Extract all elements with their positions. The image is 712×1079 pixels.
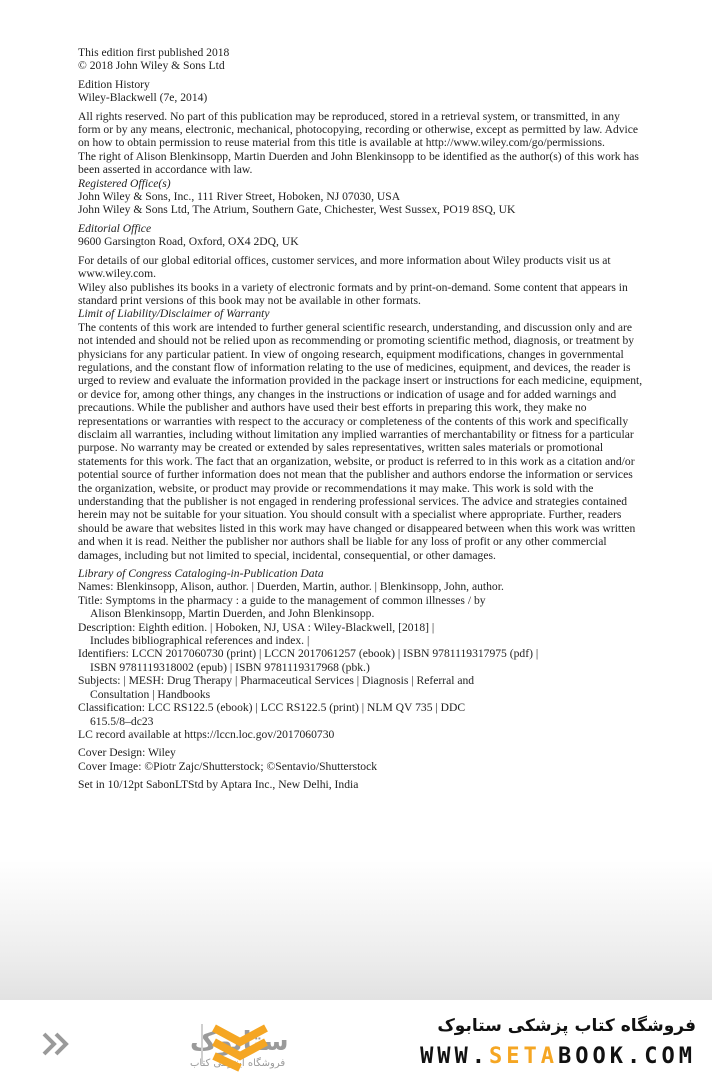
cip-classification-cont: 615.5/8–dc23 bbox=[90, 714, 154, 728]
chevron-icon bbox=[44, 1034, 66, 1054]
setabook-brand-mark-icon bbox=[200, 1020, 272, 1068]
edition-history bbox=[78, 78, 644, 105]
shop-name: فروشگاه کتاب پزشکی ستابوک bbox=[437, 1016, 696, 1036]
liability-heading: Limit of Liability/Disclaimer of Warranty bbox=[78, 307, 270, 321]
editorial-office bbox=[78, 222, 644, 249]
editorial-office-heading: Editorial Office bbox=[78, 221, 152, 235]
cip-classification: Classification: LCC RS122.5 (ebook) | LCC RS122.5 (print) | NLM QV 735 | DDC bbox=[78, 701, 466, 715]
setabook-logo-icon bbox=[40, 1020, 289, 1070]
shop-url bbox=[420, 1044, 696, 1069]
cip-names: Names: Blenkinsopp, Alison, author. | Duerden, Martin, author. | Blenkinsopp, John, author. bbox=[78, 580, 504, 594]
registered-offices-heading: Registered Office(s) bbox=[78, 176, 171, 190]
global-offices-paragraph: For details of our global editorial offices, customer services, and more information about Wiley products visit us at www.wiley.com. bbox=[78, 253, 611, 281]
cip-description-cont: Includes bibliographical references and index. | bbox=[90, 634, 310, 648]
brand-stripe-top bbox=[214, 1028, 266, 1042]
cip-description: Description: Eighth edition. | Hoboken, NJ, USA : Wiley-Blackwell, [2018] | bbox=[78, 620, 435, 634]
cip-title-cont: Alison Blenkinsopp, Martin Duerden, and John Blenkinsopp. bbox=[90, 607, 375, 621]
liability-section bbox=[78, 307, 644, 562]
electronic-formats-paragraph: Wiley also publishes its books in a variety of electronic formats and by print-on-demand. Some content that appears in standard print versions of this book may not be available in other formats. bbox=[78, 280, 628, 307]
publication-info bbox=[78, 46, 644, 73]
logo-text: ستابوک bbox=[190, 1027, 289, 1057]
first-published: This edition first published 2018 bbox=[78, 46, 230, 59]
authors-right-paragraph: The right of Alison Blenkinsopp, Martin Duerden and John Blenkinsopp to be identified as the author(s) of this work has been asserted in accordance with law. bbox=[78, 149, 639, 177]
cover-image: Cover Image: ©Piotr Zajc/Shutterstock; ©Sentavio/Shutterstock bbox=[78, 759, 378, 773]
url-suffix: BOOK.COM bbox=[558, 1044, 696, 1069]
cip-subjects-cont: Consultation | Handbooks bbox=[90, 687, 211, 701]
registered-office-uk: John Wiley & Sons Ltd, The Atrium, Southern Gate, Chichester, West Sussex, PO19 8SQ, UK bbox=[78, 203, 516, 217]
url-accent: SETA bbox=[489, 1044, 559, 1069]
copyright-page-text bbox=[78, 46, 644, 792]
edition-history-heading: Edition History bbox=[78, 77, 150, 91]
cover-credits bbox=[78, 746, 644, 773]
registered-office-us: John Wiley & Sons, Inc., 111 River Street, Hoboken, NJ 07030, USA bbox=[78, 190, 401, 204]
liability-body: The contents of this work are intended to further general scientific research, understanding, and discussion only and are not intended and should not be relied upon as recommending or promoting scientific method, diagnosis, or treatment by physicians for any particular patient. In view of ongoing research, equipment modifications, changes in governmental regulations, and the constant flow of information relating to the use of medicines, equipment, and devices, the reader is urged to review and evaluate the information provided in the package insert or instructions for each medicine, equipment, or device for, among other things, any changes in the instructions or indication of usage and for added warnings and precautions. While the publisher and authors have used their best efforts in preparing this work, they make no representations or warranties with respect to the accuracy or completeness of the contents of this work and specifically disclaim all warranties, including without limitation any implied warranties of merchantability or fitness for a particular purpose. No warranty may be created or extended by sales representatives, written sales materials or promotional statements for this work. The fact that an organization, website, or product is referred to in this work as a citation and/or potential source of further information does not mean that the publisher and authors endorse the information or services the organization, website, or product may provide or recommendations it may make. This work is sold with the understanding that the publisher is not engaged in rendering professional services. The advice and strategies contained herein may not be suitable for your situation. You should consult with a specialist where appropriate. Further, readers should be aware that websites listed in this work may have changed or disappeared between when this work was written and when it is read. Neither the publisher nor authors shall be liable for any loss of profit or any other commercial damages, including but not limited to special, incidental, consequential, or other damages. bbox=[78, 320, 643, 562]
watermark-footer bbox=[0, 1000, 712, 1079]
copyright-line: © 2018 John Wiley & Sons Ltd bbox=[78, 59, 225, 73]
rights-paragraph: All rights reserved. No part of this publication may be reproduced, stored in a retrieval system, or transmitted, in any form or by any means, electronic, mechanical, photocopying, recording or otherwise, except as permitted by law. Advice on how to obtain permission to reuse material from this title is available at http://www.wiley.com/go/permissions. bbox=[78, 109, 639, 150]
logo-subtitle: فروشگاه اینترنتی کتاب bbox=[190, 1058, 286, 1069]
cip-title: Title: Symptoms in the pharmacy : a guide to the management of common illnesses / by bbox=[78, 593, 486, 607]
edition-history-entry: Wiley-Blackwell (7e, 2014) bbox=[78, 91, 208, 105]
typeset-line: Set in 10/12pt SabonLTStd by Aptara Inc., New Delhi, India bbox=[78, 778, 359, 792]
cip-identifiers: Identifiers: LCCN 2017060730 (print) | LCCN 2017061257 (ebook) | ISBN 9781119317975 (pdf) | bbox=[78, 647, 539, 661]
registered-offices bbox=[78, 177, 644, 217]
editorial-office-address: 9600 Garsington Road, Oxford, OX4 2DQ, UK bbox=[78, 235, 299, 249]
cip-heading: Library of Congress Cataloging-in-Publication Data bbox=[78, 567, 324, 581]
cip-lc-record: LC record available at https://lccn.loc.gov/2017060730 bbox=[78, 727, 335, 741]
url-prefix: WWW. bbox=[420, 1044, 490, 1069]
cip-data bbox=[78, 580, 644, 741]
cip-identifiers-cont: ISBN 9781119318002 (epub) | ISBN 9781119317968 (pbk.) bbox=[90, 660, 370, 674]
cip-subjects: Subjects: | MESH: Drug Therapy | Pharmaceutical Services | Diagnosis | Referral and bbox=[78, 674, 475, 688]
cover-design: Cover Design: Wiley bbox=[78, 746, 176, 760]
